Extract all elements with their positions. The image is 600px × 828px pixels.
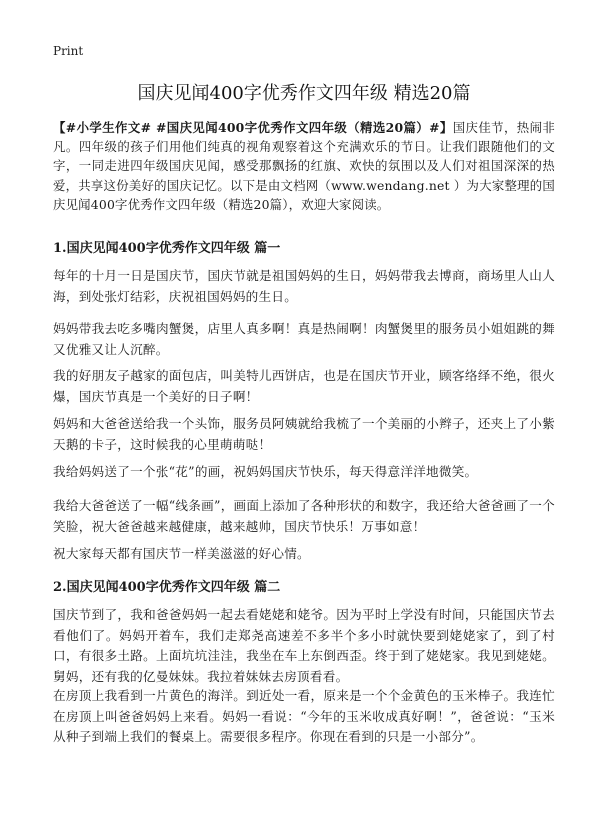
intro-tag: 【#小学生作文# #国庆见闻400字优秀作文四年级（精选20篇）#】	[53, 120, 453, 135]
section-1-paragraph-3: 我的好朋友子越家的面包店，叫美特儿西饼店，也是在国庆节开业，顾客络绎不绝，很火爆，国庆节真是一个美好的日子啊！	[53, 368, 555, 404]
section-heading-1: 1.国庆见闻400字优秀作文四年级 篇一	[53, 241, 281, 256]
intro-paragraph	[53, 118, 555, 214]
section-1-paragraph-1: 每年的十月一日是国庆节，国庆节就是祖国妈妈的生日，妈妈带我去博商，商场里人山人海，到处张灯结彩，庆祝祖国妈妈的生日。	[53, 268, 555, 304]
section-1-paragraph-2: 妈妈带我去吃多嘴肉蟹煲，店里人真多啊！真是热闹啊！肉蟹煲里的服务员小姐姐跳的舞又优雅又让人沉醉。	[53, 321, 555, 357]
section-1-paragraph-6: 我给大爸爸送了一幅“线条画”，画面上添加了各种形状的和数字，我还给大爸爸画了一个笑脸，祝大爸爸越来越健康，越来越帅，国庆节快乐！万事如意！	[53, 498, 555, 534]
section-heading-2: 2.国庆见闻400字优秀作文四年级 篇二	[53, 580, 281, 595]
document-title: 国庆见闻400字优秀作文四年级 精选20篇	[137, 83, 471, 104]
intro-text: 国庆佳节，热闹非凡。四年级的孩子们用他们纯真的视角观察着这个充满欢乐的节日。让我们跟随他们的文字，一同走进四年级国庆见闻，感受那飘扬的红旗、欢快的氛围以及人们对祖国深深的热爱，共享这份美好的国庆记忆。以下是由文档网（www.wendang.net ）为大家整理的国庆见闻400字优秀作文四年级（精选20篇），欢迎大家阅读。	[53, 120, 555, 212]
section-1-paragraph-7: 祝大家每天都有国庆节一样美滋滋的好心情。	[53, 546, 310, 561]
section-2-paragraph-2: 在房顶上我看到一片黄色的海洋。到近处一看，原来是一个个金黄色的玉米棒子。我连忙在房顶上叫爸爸妈妈上来看。妈妈一看说：“今年的玉米收成真好啊！”，爸爸说：“玉米从种子到端上我们的餐桌上。需要很多程序。你现在看到的只是一小部分”。	[53, 688, 555, 744]
section-2-paragraph-1: 国庆节到了，我和爸爸妈妈一起去看姥姥和姥爷。因为平时上学没有时间，只能国庆节去看他们了。妈妈开着车，我们走郑尧高速差不多半个多小时就快要到姥姥家了，到了村口，有很多土路。上面坑坑洼洼，我坐在车上东倒西歪。终于到了姥姥家。我见到姥姥。舅妈，还有我的亿曼妹妹。我拉着妹妹去房顶看看。	[53, 607, 555, 684]
print-label[interactable]: Print	[53, 44, 84, 58]
section-1-paragraph-4: 妈妈和大爸爸送给我一个头饰，服务员阿姨就给我梳了一个美丽的小辫子，还夹上了小紫天鹅的卡子，这时候我的心里萌萌哒！	[53, 416, 555, 452]
section-1-paragraph-5: 我给妈妈送了一个张“花”的画，祝妈妈国庆节快乐，每天得意洋洋地微笑。	[53, 464, 478, 479]
